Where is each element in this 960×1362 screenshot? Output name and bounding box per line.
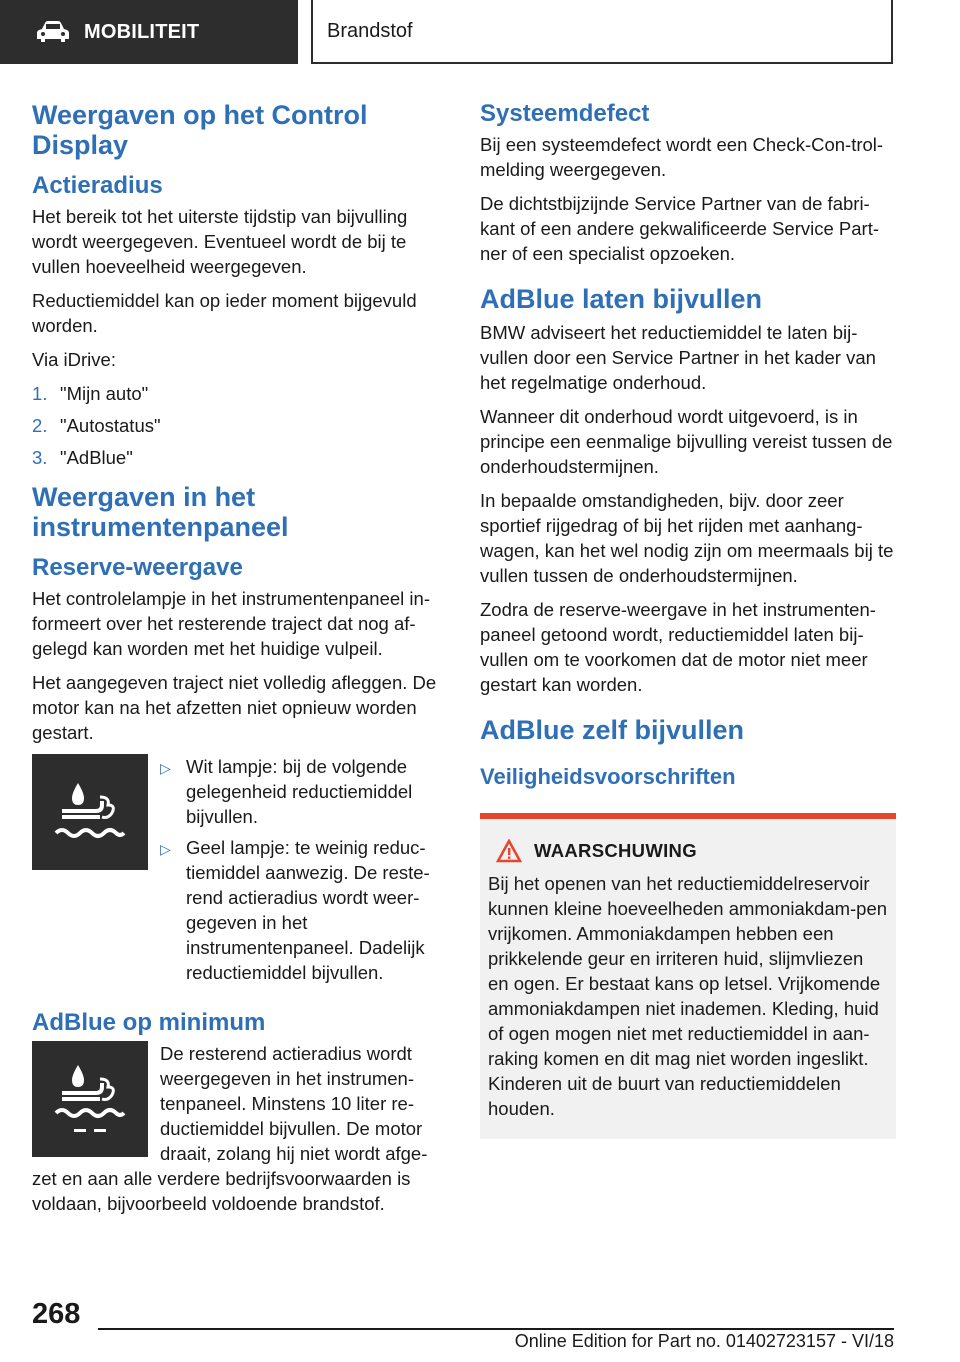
paragraph: Wanneer dit onderhoud wordt uitgevoerd, is in principe een eenmalige bijvulling vereist tussen de onderhoudstermijnen.: [480, 406, 893, 477]
left-column: [32, 100, 448, 1225]
heading-actieradius: Actieradius: [32, 172, 163, 199]
heading-reserve: Reserve-weergave: [32, 554, 243, 581]
warning-title: WAARSCHUWING: [534, 840, 697, 861]
paragraph: Bij een systeemdefect wordt een Check-Con-trol-melding weergegeven.: [480, 134, 884, 180]
paragraph: Het controlelampje in het instrumentenpaneel in-formeert over het resterende traject dat nog af-gelegd kan worden met het huidige vulpeil.: [32, 588, 430, 659]
paragraph: In bepaalde omstandigheden, bijv. door zeer sportief rijgedrag of bij het rijden met aanhang-wagen, kan het wel nodig zijn om meermaals bij te vullen tussen de onderhoudstermijnen.: [480, 490, 894, 586]
warning-text: Bij het openen van het reductiemiddelreservoir kunnen kleine hoeveelheden ammoniakdam-pen vrijkomen. Ammoniakdampen hebben een prikkelende geur en irriteren huid, slijmvliezen en ogen. Er bestaat kans op letsel. Vrijkomende ammoniakdampen niet inademen. Kleding, huid of ogen mogen niet met reductiemiddel in aan-raking komen en dit mag niet worden ingeslikt. Kinderen uit de buurt van reductiemiddelen houden.: [488, 873, 888, 1119]
warning-box: [480, 813, 896, 1139]
triangle-bullet-icon: ▷: [160, 841, 171, 857]
footer-divider: [98, 1328, 894, 1330]
paragraph: Via iDrive:: [32, 349, 116, 370]
triangle-bullet-icon: ▷: [160, 760, 171, 776]
list-item: 1. "Mijn auto": [32, 383, 149, 404]
edition-text: Online Edition for Part no. 01402723157 - VI/18: [514, 1331, 894, 1351]
list-item: 3. "AdBlue": [32, 447, 133, 468]
tab-mobiliteit-label: MOBILITEIT: [84, 20, 200, 43]
right-column: [480, 100, 896, 1139]
lamp-bullets: [160, 754, 448, 991]
paragraph: BMW adviseert het reductiemiddel te laten bij-vullen door een Service Partner in het kader van het regelmatige onderhoud.: [480, 322, 876, 393]
reserve-lamp-block: [32, 754, 448, 991]
car-icon: [36, 20, 70, 44]
warning-header: [488, 839, 888, 863]
page-header: [0, 0, 960, 66]
page-number: 268: [32, 1298, 81, 1330]
list-item: 2. "Autostatus": [32, 415, 161, 436]
heading-systeemdefect: Systeemdefect: [480, 100, 650, 127]
idrive-steps: [32, 381, 448, 470]
heading-adblue-minimum: AdBlue op minimum: [32, 1009, 266, 1036]
heading-veiligheid: Veiligheidsvoorschriften: [480, 764, 736, 789]
paragraph: Reductiemiddel kan op ieder moment bijgevuld worden.: [32, 290, 417, 336]
adblue-minimum-lamp-icon: [32, 1041, 148, 1157]
paragraph: Het aangegeven traject niet volledig afleggen. De motor kan na het afzetten niet opnieuw worden gestart.: [32, 672, 437, 743]
heading-laten-bijvullen: AdBlue laten bijvullen: [480, 284, 763, 314]
heading-instrumentenpaneel: Weergaven in het instrumentenpaneel: [32, 482, 289, 542]
heading-zelf-bijvullen: AdBlue zelf bijvullen: [480, 715, 745, 745]
tab-brandstof[interactable]: [311, 0, 893, 64]
paragraph: De dichtstbijzijnde Service Partner van de fabri-kant of een andere gekwalificeerde Service Part-ner of een specialist opzoeken.: [480, 193, 879, 264]
heading-control-display: Weergaven op het Control Display: [32, 100, 368, 160]
tab-mobiliteit[interactable]: [0, 0, 298, 64]
paragraph: De resterend actieradius wordt weergegeven in het instrumen-tenpaneel. Minstens 10 liter re-ductiemiddel bijvullen. De motor draait, zolang hij niet wordt afge-zet en aan alle verdere bedrijfsvoorwaarden is voldaan, bijvoorbeeld voldoende brandstof.: [32, 1043, 428, 1214]
tab-brandstof-label: Brandstof: [327, 19, 413, 42]
paragraph: Het bereik tot het uiterste tijdstip van bijvulling wordt weergegeven. Eventueel wordt de bij te vullen hoeveelheid weergegeven.: [32, 206, 408, 277]
warning-triangle-icon: [496, 839, 522, 863]
minimum-block: [32, 1041, 448, 1216]
list-item: ▷ Wit lampje: bij de volgende gelegenheid reductiemiddel bijvullen.: [160, 756, 413, 827]
list-item: ▷ Geel lampje: te weinig reduc-tiemiddel aanwezig. De reste-rend actieradius wordt weer-gegeven in het instrumentenpaneel. Dadelijk reductiemiddel bijvullen.: [160, 837, 430, 983]
adblue-warning-lamp-icon: [32, 754, 148, 870]
paragraph: Zodra de reserve-weergave in het instrumenten-paneel getoond wordt, reductiemiddel laten bij-vullen om te voorkomen dat de motor niet meer gestart kan worden.: [480, 599, 876, 695]
